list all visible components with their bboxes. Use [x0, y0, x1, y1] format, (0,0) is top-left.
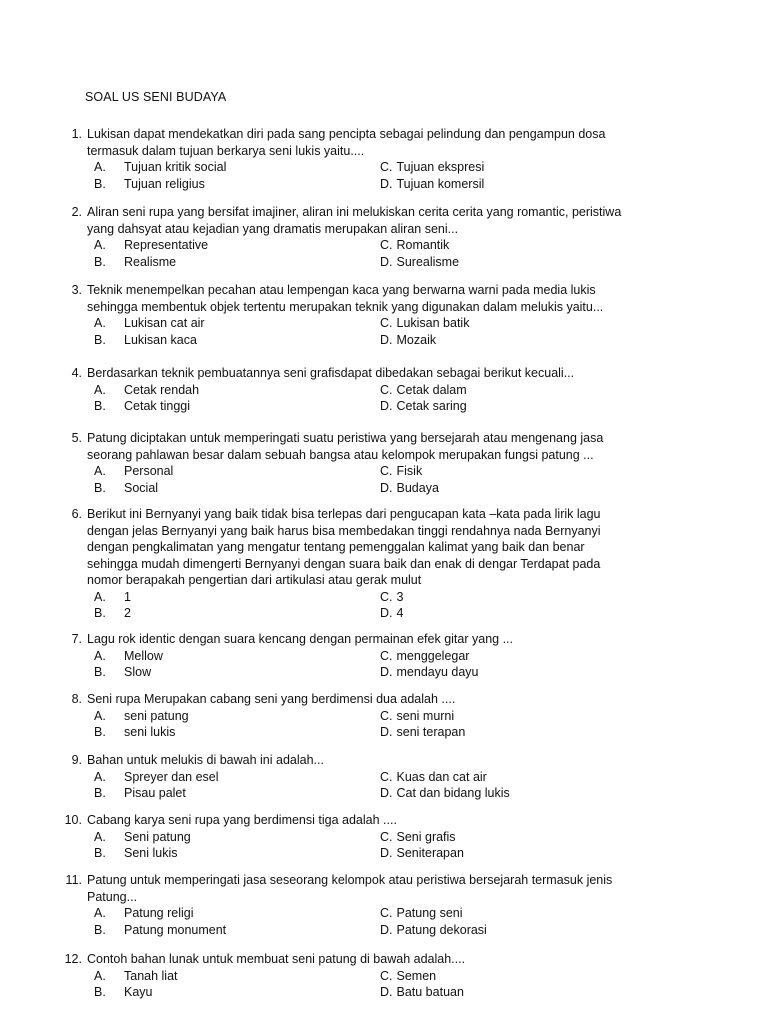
- answer-option-b[interactable]: [94, 480, 158, 497]
- option-label: Patung monument: [124, 922, 227, 937]
- question-text: [87, 631, 657, 648]
- option-label: seni lukis: [124, 725, 176, 740]
- option-label: Tujuan religius: [124, 176, 205, 191]
- answer-option-a[interactable]: [94, 463, 173, 480]
- option-letter: D.: [380, 846, 393, 861]
- answer-option-c[interactable]: [380, 769, 487, 786]
- option-label: Seni patung: [124, 829, 191, 844]
- option-letter: C.: [380, 968, 393, 983]
- question-number: 3.: [71, 283, 82, 297]
- question-number: 9.: [71, 753, 82, 767]
- option-letter: A.: [94, 769, 106, 784]
- option-label: Tujuan kritik social: [124, 160, 227, 174]
- answer-option-b[interactable]: [94, 332, 197, 349]
- option-label: seni murni: [396, 708, 455, 723]
- option-letter: B.: [94, 922, 106, 937]
- answer-option-d[interactable]: [380, 176, 484, 193]
- question-text-line: seorang pahlawan besar dalam sebuah bangsa atau kelompok merupakan fungsi patung ...: [87, 447, 594, 462]
- answer-option-a[interactable]: [94, 382, 199, 399]
- question-number: 5.: [71, 431, 82, 445]
- option-row: [0, 648, 768, 665]
- option-row: [0, 905, 768, 922]
- option-label: Slow: [124, 665, 152, 680]
- option-label: Representative: [124, 238, 209, 252]
- question-text-line: Bahan untuk melukis di bawah ini adalah...: [87, 753, 324, 767]
- option-row: [0, 589, 768, 606]
- option-label: 3: [396, 589, 404, 604]
- option-label: Budaya: [396, 480, 439, 495]
- answer-option-a[interactable]: [94, 589, 131, 606]
- answer-option-d[interactable]: [380, 845, 464, 862]
- question-text: [87, 430, 657, 463]
- answer-option-a[interactable]: [94, 905, 194, 922]
- option-row: [0, 176, 768, 193]
- option-letter: D.: [380, 399, 393, 414]
- answer-option-d[interactable]: [380, 984, 464, 1001]
- option-label: Cetak dalam: [396, 382, 467, 397]
- option-label: Patung dekorasi: [396, 922, 487, 937]
- option-label: 4: [396, 606, 404, 621]
- question-text-line: Berdasarkan teknik pembuatannya seni grafisdapat dibedakan sebagai berikut kecuali...: [87, 366, 575, 380]
- option-letter: C.: [380, 906, 393, 920]
- option-label: mendayu dayu: [396, 665, 479, 680]
- option-label: 2: [124, 606, 131, 621]
- answer-option-d[interactable]: [380, 664, 479, 681]
- answer-option-a[interactable]: [94, 159, 226, 176]
- option-row: [0, 159, 768, 176]
- option-row: [0, 605, 768, 622]
- question-text-line: yang dahsyat atau kejadian yang dramatis merupakan aliran seni...: [87, 221, 459, 236]
- option-letter: C.: [380, 829, 393, 844]
- question-text-line: dengan jelas Bernyanyi yang baik harus bisa membedakan tinggi rendahnya nada Bernyanyi: [87, 523, 601, 538]
- question-text: [87, 126, 657, 159]
- answer-option-a[interactable]: [94, 968, 178, 985]
- question-text: [87, 812, 657, 829]
- option-label: 1: [124, 589, 131, 604]
- option-letter: A.: [94, 316, 106, 330]
- answer-option-c[interactable]: [380, 382, 467, 399]
- option-letter: C.: [380, 160, 393, 174]
- answer-option-c[interactable]: [380, 905, 463, 922]
- option-label: Kuas dan cat air: [396, 769, 487, 784]
- question-text-line: dengan pengkalimatan yang mengatur tentang pemenggalan kalimat yang baik dan benar: [87, 540, 585, 554]
- option-row: [0, 724, 768, 741]
- question-text-line: Lagu rok identic dengan suara kencang dengan permainan efek gitar yang ...: [87, 632, 513, 646]
- question-text: [87, 691, 657, 708]
- option-label: Seniterapan: [396, 846, 464, 861]
- option-label: Lukisan kaca: [124, 332, 197, 347]
- option-letter: B.: [94, 985, 106, 1000]
- option-letter: A.: [94, 382, 106, 397]
- answer-option-c[interactable]: [380, 159, 484, 176]
- answer-option-a[interactable]: [94, 769, 219, 786]
- question-text-line: Contoh bahan lunak untuk membuat seni patung di bawah adalah....: [87, 952, 466, 966]
- option-letter: B.: [94, 332, 106, 347]
- answer-option-b[interactable]: [94, 176, 205, 193]
- answer-option-b[interactable]: [94, 398, 190, 415]
- option-label: Seni lukis: [124, 846, 178, 861]
- question-text: [87, 365, 657, 382]
- option-row: [0, 332, 768, 349]
- answer-option-c[interactable]: [380, 589, 403, 606]
- question-text: [87, 204, 657, 237]
- question-number: 11.: [65, 873, 82, 887]
- question-text-line: termasuk dalam tujuan berkarya seni lukis yaitu....: [87, 143, 365, 158]
- option-label: Pisau palet: [124, 786, 186, 801]
- option-letter: A.: [94, 160, 106, 174]
- option-letter: B.: [94, 606, 106, 621]
- answer-option-c[interactable]: [380, 708, 454, 725]
- option-letter: D.: [380, 480, 393, 495]
- question-text-line: Seni rupa Merupakan cabang seni yang berdimensi dua adalah ....: [87, 692, 456, 706]
- option-label: Tanah liat: [124, 968, 178, 983]
- option-label: Cetak rendah: [124, 382, 200, 397]
- answer-option-d[interactable]: [380, 922, 487, 939]
- question-text: [87, 951, 657, 968]
- answer-option-b[interactable]: [94, 664, 151, 681]
- option-label: Romantik: [396, 238, 450, 252]
- answer-option-d[interactable]: [380, 785, 510, 802]
- option-row: [0, 769, 768, 786]
- option-label: seni terapan: [396, 725, 466, 740]
- option-letter: A.: [94, 464, 106, 478]
- answer-option-c[interactable]: [380, 237, 449, 254]
- question-text-line: sehingga mudah dimengerti Bernyanyi dengan suara baik dan enak di dengar Terdapat pada: [87, 556, 601, 571]
- answer-option-b[interactable]: [94, 724, 175, 741]
- option-label: Seni grafis: [396, 829, 456, 844]
- answer-option-d[interactable]: [380, 254, 459, 271]
- option-letter: C.: [380, 769, 393, 784]
- option-letter: A.: [94, 968, 106, 983]
- option-letter: C.: [380, 316, 393, 330]
- answer-option-c[interactable]: [380, 968, 436, 985]
- option-letter: A.: [94, 708, 106, 723]
- answer-option-d[interactable]: [380, 332, 436, 349]
- answer-option-c[interactable]: [380, 315, 469, 332]
- page-title: SOAL US SENI BUDAYA: [85, 90, 227, 104]
- option-letter: B.: [94, 254, 106, 269]
- question-text-line: nomor berapakah pengertian dari artikulasi atau gerak mulut: [87, 573, 422, 587]
- option-letter: B.: [94, 786, 106, 801]
- answer-option-b[interactable]: [94, 922, 226, 939]
- answer-option-a[interactable]: [94, 315, 205, 332]
- option-label: seni patung: [124, 708, 189, 723]
- question-number: 1.: [71, 127, 82, 141]
- question-text-line: Teknik menempelkan pecahan atau lempengan kaca yang berwarna warni pada media lukis: [87, 283, 596, 297]
- question-number: 4.: [71, 366, 82, 380]
- option-row: [0, 708, 768, 725]
- answer-option-c[interactable]: [380, 648, 469, 665]
- option-row: [0, 984, 768, 1001]
- option-letter: A.: [94, 238, 106, 252]
- option-letter: A.: [94, 829, 106, 844]
- option-label: Surealisme: [396, 254, 460, 269]
- question-text-line: Cabang karya seni rupa yang berdimensi tiga adalah ....: [87, 813, 397, 827]
- answer-option-c[interactable]: [380, 829, 456, 846]
- answer-option-b[interactable]: [94, 605, 131, 622]
- option-label: Semen: [396, 968, 437, 983]
- option-label: Cetak saring: [396, 399, 467, 414]
- option-letter: D.: [380, 332, 393, 347]
- option-letter: C.: [380, 238, 393, 252]
- answer-option-a[interactable]: [94, 829, 191, 846]
- question-text-line: Lukisan dapat mendekatkan diri pada sang pencipta sebagai pelindung dan pengampun dosa: [87, 127, 606, 141]
- option-letter: D.: [380, 985, 393, 1000]
- option-letter: B.: [94, 399, 106, 414]
- option-label: menggelegar: [396, 648, 470, 663]
- question-number: 12.: [64, 952, 82, 966]
- option-label: Tujuan ekspresi: [396, 160, 485, 174]
- question-text: [87, 506, 657, 589]
- option-row: [0, 382, 768, 399]
- option-label: Mozaik: [396, 332, 437, 347]
- question-text-line: Patung...: [87, 889, 138, 904]
- question-number: 10.: [64, 813, 82, 827]
- option-row: [0, 254, 768, 271]
- option-label: Fisik: [396, 464, 423, 478]
- answer-option-d[interactable]: [380, 724, 465, 741]
- option-label: Cat dan bidang lukis: [396, 786, 510, 801]
- option-letter: B.: [94, 665, 106, 680]
- answer-option-b[interactable]: [94, 845, 178, 862]
- option-row: [0, 237, 768, 254]
- question-text: [87, 752, 657, 769]
- option-label: Social: [124, 480, 159, 495]
- question-number: 2.: [71, 205, 82, 219]
- option-letter: B.: [94, 176, 106, 191]
- option-label: Spreyer dan esel: [124, 769, 219, 784]
- question-text-line: Patung diciptakan untuk memperingati suatu peristiwa yang bersejarah atau mengenang jasa: [87, 431, 604, 445]
- option-letter: D.: [380, 786, 393, 801]
- option-letter: C.: [380, 464, 393, 478]
- option-label: Batu batuan: [396, 985, 464, 1000]
- question-text: [87, 282, 657, 315]
- option-letter: D.: [380, 176, 393, 191]
- option-letter: C.: [380, 589, 393, 604]
- option-row: [0, 664, 768, 681]
- option-label: Kayu: [124, 985, 153, 1000]
- answer-option-a[interactable]: [94, 708, 189, 725]
- option-label: Tujuan komersil: [396, 176, 485, 191]
- option-letter: B.: [94, 725, 106, 740]
- option-row: [0, 315, 768, 332]
- option-row: [0, 922, 768, 939]
- option-label: Patung religi: [124, 906, 194, 920]
- option-row: [0, 463, 768, 480]
- option-label: Realisme: [124, 254, 177, 269]
- answer-option-d[interactable]: [380, 398, 467, 415]
- option-row: [0, 785, 768, 802]
- option-letter: C.: [380, 648, 393, 663]
- option-letter: B.: [94, 846, 106, 861]
- option-letter: B.: [94, 480, 106, 495]
- option-letter: D.: [380, 922, 393, 937]
- option-row: [0, 480, 768, 497]
- option-label: Lukisan cat air: [124, 316, 205, 330]
- option-label: Patung seni: [396, 906, 463, 920]
- question-text-line: Aliran seni rupa yang bersifat imajiner, aliran ini melukiskan cerita cerita yang romantic, peristiwa: [87, 205, 622, 219]
- question-number: 8.: [71, 692, 82, 706]
- question-text-line: Patung untuk memperingati jasa seseorang kelompok atau peristiwa bersejarah termasuk jenis: [87, 873, 613, 887]
- option-letter: A.: [94, 589, 106, 604]
- option-label: Mellow: [124, 648, 163, 663]
- option-letter: C.: [380, 708, 393, 723]
- answer-option-b[interactable]: [94, 785, 186, 802]
- option-letter: D.: [380, 665, 393, 680]
- question-number: 6.: [71, 507, 82, 521]
- answer-option-b[interactable]: [94, 984, 153, 1001]
- question-text-line: Berikut ini Bernyanyi yang baik tidak bisa terlepas dari pengucapan kata –kata pada lirik lagu: [87, 507, 601, 521]
- answer-option-a[interactable]: [94, 648, 163, 665]
- option-row: [0, 968, 768, 985]
- option-letter: C.: [380, 382, 393, 397]
- option-letter: D.: [380, 725, 393, 740]
- option-letter: D.: [380, 254, 393, 269]
- option-label: Lukisan batik: [396, 316, 470, 330]
- answer-option-b[interactable]: [94, 254, 176, 271]
- option-label: Cetak tinggi: [124, 399, 191, 414]
- question-text-line: sehingga membentuk objek tertentu merupakan teknik yang digunakan dalam melukis yaitu...: [87, 299, 604, 314]
- option-letter: A.: [94, 648, 106, 663]
- answer-option-c[interactable]: [380, 463, 422, 480]
- question-number: 7.: [71, 632, 82, 646]
- option-row: [0, 398, 768, 415]
- question-text: [87, 872, 657, 905]
- answer-option-d[interactable]: [380, 480, 439, 497]
- answer-option-d[interactable]: [380, 605, 403, 622]
- answer-option-a[interactable]: [94, 237, 208, 254]
- option-row: [0, 829, 768, 846]
- option-label: Personal: [124, 464, 174, 478]
- option-letter: D.: [380, 606, 393, 621]
- option-letter: A.: [94, 906, 106, 920]
- option-row: [0, 845, 768, 862]
